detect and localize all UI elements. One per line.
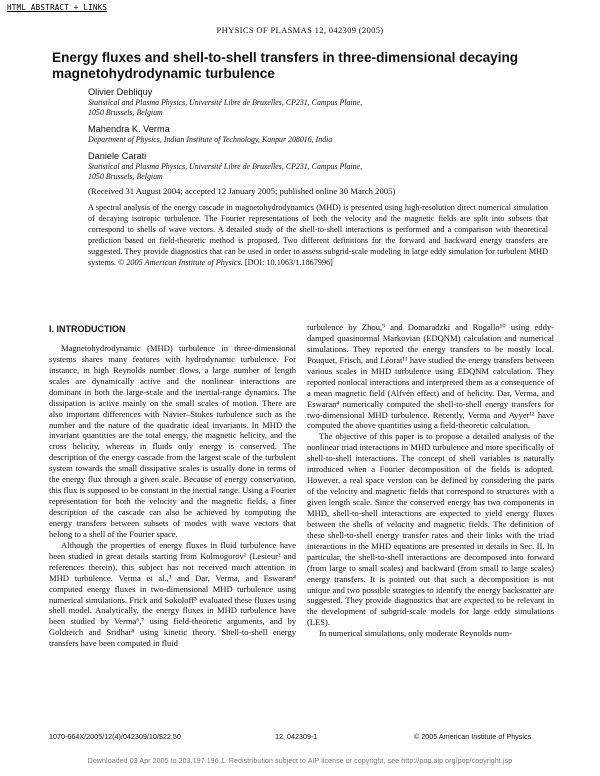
abstract-doi[interactable]: [DOI: 10.1063/1.1867996] <box>244 257 333 267</box>
body-paragraph: Magnetohydrodynamic (MHD) turbulence in three-dimensional systems shares many features with hydrodynamic turbulence. For instance, in high Reynolds number flows, a large number of length scales are dynamically active and the nonlinear interactions are dominant in both the large-scale and the inertial-range dynamics. The dissipation is active mainly on the small scales of motion. There are also important differences with Navier–Stokes turbulence such as the number and the nature of the quadratic ideal invariants. In MHD the invariant quantities are the total energy, the magnetic helicity, and the cross helicity, whereas in fluids only energy is conserved. The description of the energy cascade from the largest scale of the turbulent system towards the small dissipative scales is usually done in terms of the energy flux through a given scale. Because of energy conservation, this flux is supposed to be constant in the inertial range. Using a Fourier representation for both the velocity and the magnetic fields, a finer description of the cascade can also be achieved by computing the energy transfers between subsets of modes with wave vectors that belong to a shell of the Fourier space. <box>49 342 296 539</box>
author-affiliation <box>88 135 548 145</box>
section-heading: I. INTRODUCTION <box>49 324 126 334</box>
journal-header: PHYSICS OF PLASMAS 12, 042309 (2005) <box>216 25 384 35</box>
download-notice: Downloaded 03 Apr 2005 to 203.197.196.1. Redistribution subject to AIP license or copyright, see http://pop.aip.org/pop/copyright.jsp <box>87 758 513 765</box>
abstract-text: A spectral analysis of the energy cascade in magnetohydrodynamics (MHD) is presented using high-resolution direct numerical simulation of decaying isotropic turbulence. The Fourier representations of both the velocity and the magnetic fields are split into subsets that correspond to shells of wave vectors. A detailed study of the shell-to-shell interactions is performed and a comparison with theoretical prediction based on field-theoretic method is proposed. Two different definitions for the forward and backward energy transfers are suggested. They provide diagnostics that can be used in order to assess subgrid-scale modeling in large eddy simulation for turbulent MHD systems. <box>88 203 548 267</box>
paper-title <box>52 50 572 82</box>
author-affiliation <box>88 98 548 118</box>
author-affiliation <box>88 162 548 182</box>
html-abstract-link[interactable]: HTML ABSTRACT + LINKS <box>7 3 108 12</box>
affiliation-line: Statistical and Plasma Physics, Université Libre de Bruxelles, CP231, Campus Plaine, <box>88 98 363 107</box>
body-paragraph: The objective of this paper is to propose a detailed analysis of the nonlinear triad interactions in MHD turbulence and more specifically of shell-to-shell interactions. The concept of shell variables is naturally introduced when a Fourier decomposition of the fields is adopted. However, a real space version can be defined by considering the parts of the velocity and magnetic fields that correspond to structures with a given length scale. Since the conserved energy has two components in MHD, shell-to-shell interactions are expected to yield energy fluxes between the shells of velocity and magnetic fields. The definition of these shell-to-shell energy transfer rates and their links with the triad interactions in the MHD equations are presented in details in Sec. II. In particular, the shell-to-shell interactions are decomposed into forward (from large to small scales) and backward (from small to large scales) energy transfers. It is pointed out that such a decomposition is not unique and two possible strategies to identify the energy backscatter are suggested. They provide diagnostics that are expected to be relevant in the development of subgrid-scale models for large eddy simulations (LES). <box>307 431 554 628</box>
publication-dates: (Received 31 August 2004; accepted 12 January 2005; published online 30 March 2005) <box>88 186 396 196</box>
author-name: Olivier Debliquy <box>88 87 153 97</box>
affiliation-line: Statistical and Plasma Physics, Université Libre de Bruxelles, CP231, Campus Plaine, <box>88 162 363 171</box>
abstract <box>88 203 548 268</box>
footer-page-number: 12, 042309-1 <box>275 732 318 741</box>
affiliation-line: Department of Physics, Indian Institute of Technology, Kanpur 208016, India <box>88 135 333 144</box>
body-paragraph: Although the properties of energy fluxes in fluid turbulence have been studied in great details starting from Kolmogorov¹ (Lesieur² and references therein), this subject has not received much attention in MHD turbulence. Verma et al.,³ and Dar, Verma, and Eswaran⁴ computed energy fluxes in two-dimensional MHD turbulence using numerical simulations. Frick and Sokoloff⁵ evaluated these fluxes using shell model. Analytically, the energy fluxes in MHD turbulence have been studied by Verma⁶,⁷ using field-theoretic arguments, and by Goldreich and Sridhar⁸ using kinetic theory. Shell-to-shell energy transfers have been computed in fluid <box>49 539 296 649</box>
title-line-2: magnetohydrodynamic turbulence <box>52 66 275 81</box>
abstract-copyright: © 2005 American Institute of Physics. <box>118 257 243 267</box>
right-column <box>307 322 554 639</box>
body-paragraph: turbulence by Zhou,⁹ and Domaradzki and Rogallo¹⁰ using eddy-damped quasinormal Markovian (EDQNM) calculation and numerical simulations. They reported the energy transfers to be mostly local. Pouquet, Frisch, and Léorat¹¹ have studied the energy transfers between various scales in MHD turbulence using EDQNM calculation. They reported nonlocal interactions and interpreted them as a consequence of a mean magnetic field (Alfvén effect) and of helicity. Dar, Verma, and Eswaran⁴ numerically computed the shell-to-shell energy transfers for two-dimensional MHD turbulence. Recently, Verma and Ayyer¹² have computed the above quantities using a field-theoretic calculation. <box>307 322 554 431</box>
author-name: Daniele Carati <box>88 151 147 161</box>
footer-issn: 1070-664X/2005/12(4)/042309/10/$22.50 <box>49 732 181 741</box>
left-column <box>49 324 296 649</box>
body-paragraph: In numerical simulations, only moderate Reynolds num- <box>319 628 512 639</box>
affiliation-line: 1050 Brussels, Belgium <box>88 108 163 117</box>
footer-copyright: © 2005 American Institute of Physics <box>414 732 532 741</box>
title-line-1: Energy fluxes and shell-to-shell transfers in three-dimensional decaying <box>52 50 519 65</box>
affiliation-line: 1050 Brussels, Belgium <box>88 172 163 181</box>
author-name: Mahendra K. Verma <box>88 124 170 134</box>
